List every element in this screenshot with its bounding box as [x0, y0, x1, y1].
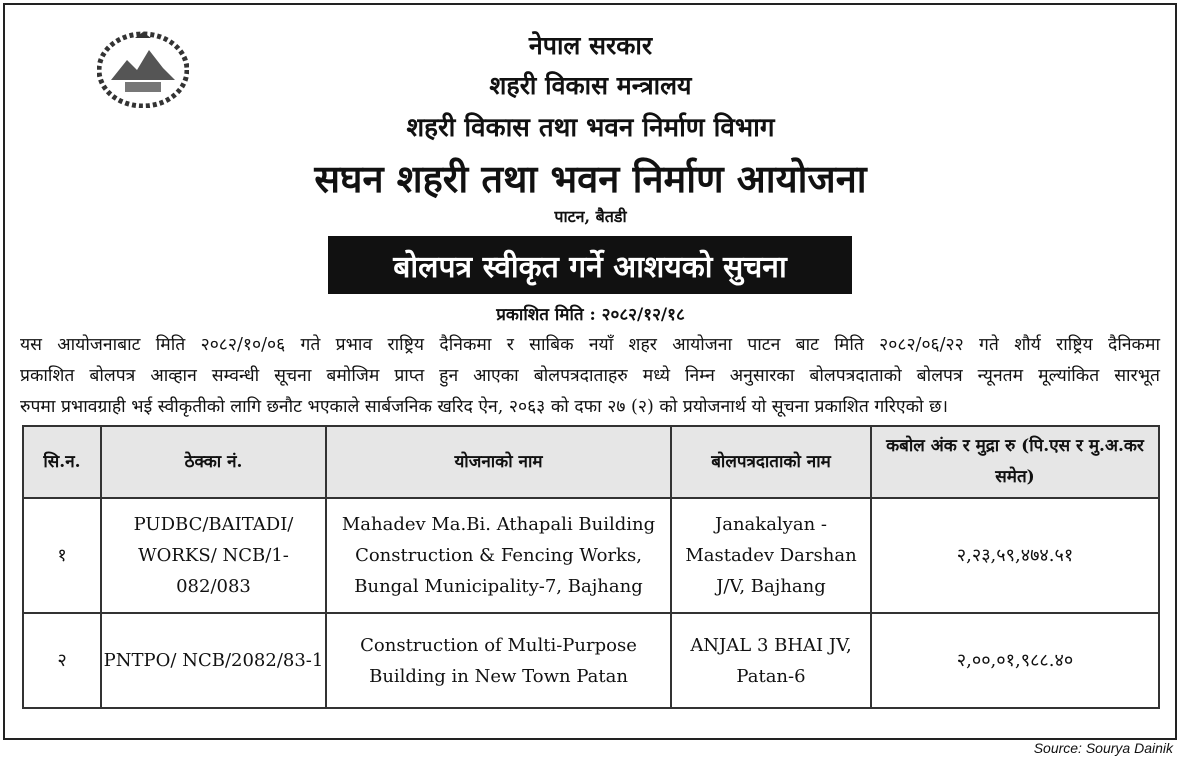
cell: १	[23, 498, 101, 613]
table-row	[23, 613, 1159, 708]
cell: PUDBC/BAITADI/ WORKS/ NCB/1-082/083	[101, 498, 326, 613]
cell: २	[23, 613, 101, 708]
col-header: बोलपत्रदाताको नाम	[671, 426, 871, 498]
department-name: शहरी विकास तथा भवन निर्माण विभाग	[406, 113, 775, 143]
body-line: यस आयोजनाबाट मिति २०८२/१०/०६ गते प्रभाव राष्ट्रिय दैनिकमा र साबिक नयाँ शहर आयोजना पाटन बाट मिति २०८२/०६/२२ गते शौर्य राष्ट्रिय दैनिकमा	[20, 335, 1160, 355]
col-header: सि.न.	[23, 426, 101, 498]
published-date: प्रकाशित मिति : २०८२/१२/१८	[496, 305, 685, 325]
col-header: योजनाको नाम	[326, 426, 671, 498]
table-row	[23, 498, 1159, 613]
cell: Mahadev Ma.Bi. Athapali Building Construction & Fencing Works, Bungal Municipality-7, Bajhang	[326, 498, 671, 613]
cell: Construction of Multi-Purpose Building in New Town Patan	[326, 613, 671, 708]
notice-body	[20, 330, 1160, 423]
cell: ANJAL 3 BHAI JV, Patan-6	[671, 613, 871, 708]
col-header: ठेक्का नं.	[101, 426, 326, 498]
cell: Janakalyan - Mastadev Darshan J/V, Bajhang	[671, 498, 871, 613]
ministry-name: शहरी विकास मन्त्रालय	[489, 71, 692, 100]
project-name: सघन शहरी तथा भवन निर्माण आयोजना	[314, 156, 867, 201]
cell: २,२३,५९,४७४.५१	[871, 498, 1159, 613]
cell: २,००,०१,९८८.४०	[871, 613, 1159, 708]
body-line: रुपमा प्रभावग्राही भई स्वीकृतीको लागि छनौट भएकाले सार्बजनिक खरिद ऐन, २०६३ को दफा २७ (२) को प्रयोजनार्थ यो सूचना प्रकाशित गरिएको छ।	[20, 397, 949, 417]
cell: PNTPO/ NCB/2082/83-1	[101, 613, 326, 708]
location: पाटन, बैतडी	[554, 207, 627, 226]
source-credit: Source: Sourya Dainik	[1033, 740, 1173, 756]
body-line: प्रकाशित बोलपत्र आव्हान सम्वन्धी सूचना बमोजिम प्राप्त हुन आएका बोलपत्रदाताहरु मध्ये निम्न अनुसारका बोलपत्रदाताको बोलपत्र न्यूनतम मूल्यांकित सारभूत	[20, 366, 1160, 386]
table-header-row	[23, 426, 1159, 498]
bid-table	[22, 425, 1160, 709]
govt-name: नेपाल सरकार	[528, 31, 653, 60]
col-header: कबोल अंक र मुद्रा रु (पि.एस र मु.अ.कर समेत)	[871, 426, 1159, 498]
notice-title: बोलपत्र स्वीकृत गर्ने आशयको सुचना	[328, 236, 852, 294]
